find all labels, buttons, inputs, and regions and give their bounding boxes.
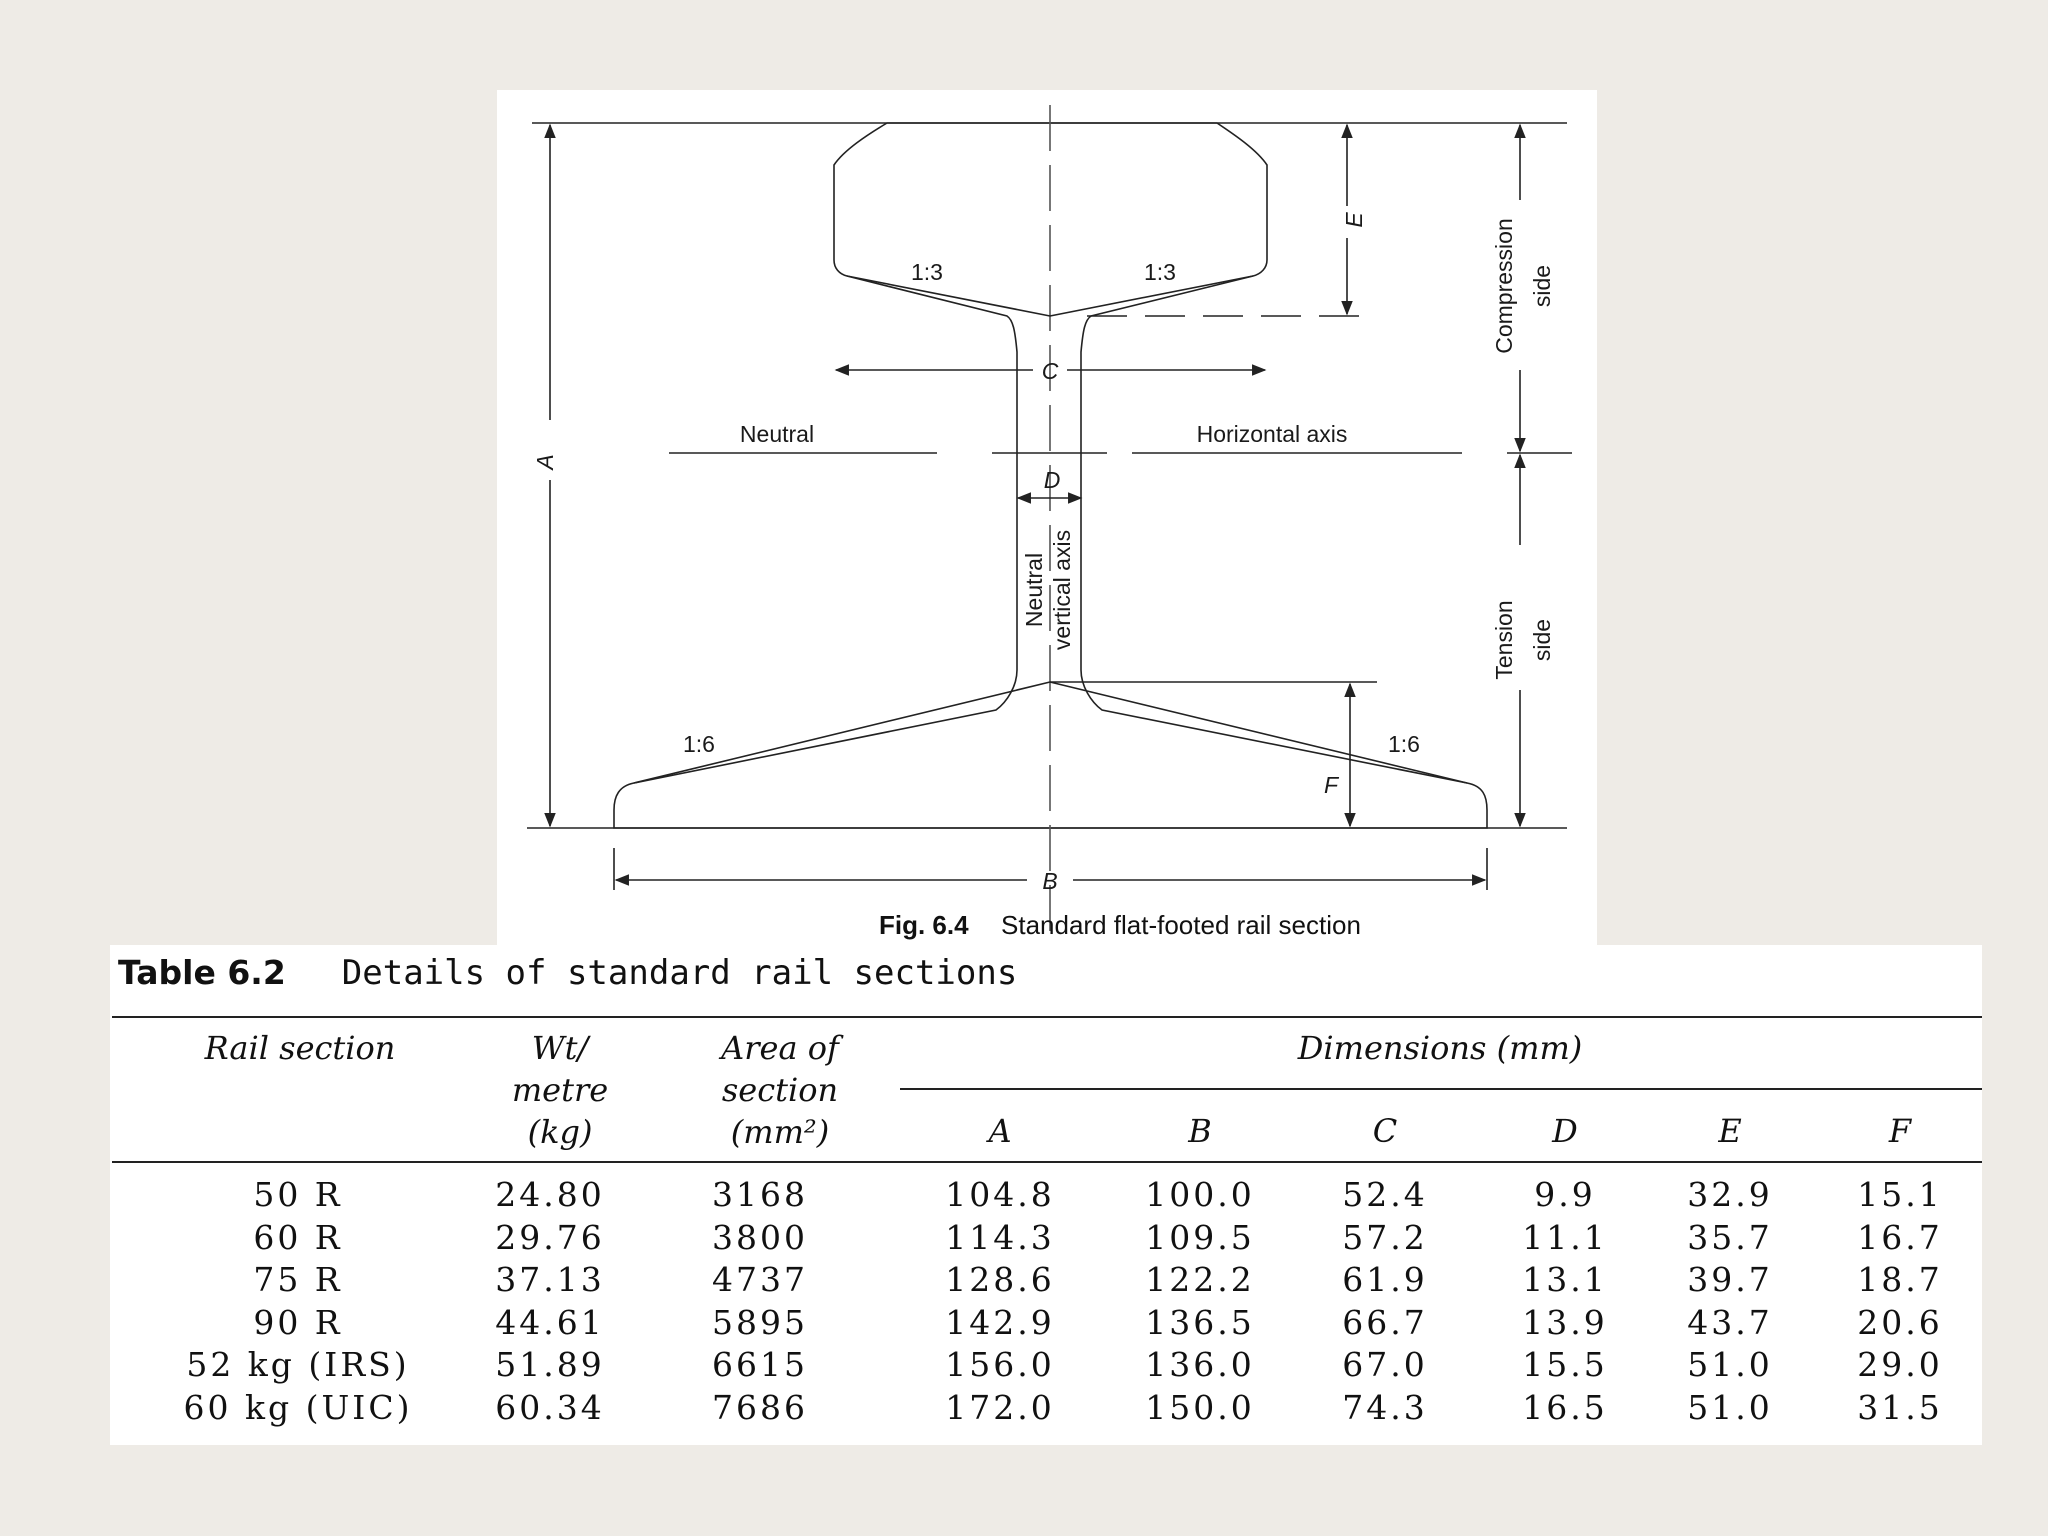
table-cell: 60.34 bbox=[495, 1387, 605, 1427]
header-area-of-section: Area of section (mm²) bbox=[721, 1029, 839, 1151]
table-cell: 18.7 bbox=[1857, 1260, 1943, 1299]
table-cell: 15.5 bbox=[1522, 1345, 1608, 1384]
dimensions-group-rule bbox=[900, 1088, 1982, 1090]
table-cell: 5895 bbox=[712, 1302, 808, 1342]
dim-b-label: B bbox=[1042, 868, 1058, 894]
dim-d-label: D bbox=[1043, 467, 1061, 493]
figure-caption-number: Fig. 6.4 bbox=[879, 910, 969, 940]
table-cell: 3168 bbox=[712, 1175, 808, 1214]
table-cell: 44.61 bbox=[495, 1302, 605, 1342]
table-cell: 35.7 bbox=[1687, 1217, 1773, 1257]
table-cell: 16.7 bbox=[1857, 1217, 1943, 1257]
header-dimension-b: B bbox=[1188, 1112, 1212, 1150]
table-cell: 11.1 bbox=[1522, 1217, 1608, 1257]
table-cell: 122.2 bbox=[1145, 1260, 1255, 1299]
table-cell: 100.0 bbox=[1145, 1175, 1255, 1214]
rail-sections-table bbox=[110, 945, 1982, 1445]
table-cell: 13.1 bbox=[1522, 1260, 1608, 1299]
table-cell: 136.5 bbox=[1145, 1302, 1255, 1342]
table-cell: 20.6 bbox=[1857, 1302, 1943, 1342]
dim-c-label: C bbox=[1041, 358, 1059, 384]
header-dimensions-group: Dimensions (mm) bbox=[1297, 1029, 1583, 1067]
table-row-label: 52 kg (IRS) bbox=[186, 1345, 410, 1384]
table-row-label: 50 R bbox=[253, 1175, 343, 1214]
header-dimension-d: D bbox=[1552, 1112, 1578, 1150]
table-cell: 61.9 bbox=[1342, 1260, 1428, 1299]
table-row-label: 75 R bbox=[253, 1260, 343, 1299]
table-cell: 7686 bbox=[712, 1387, 808, 1427]
table-cell: 15.1 bbox=[1857, 1175, 1943, 1214]
table-cell: 29.0 bbox=[1857, 1345, 1943, 1384]
dim-e-label: E bbox=[1341, 212, 1367, 228]
table-cell: 24.80 bbox=[495, 1175, 605, 1214]
header-dimension-f: F bbox=[1888, 1112, 1912, 1150]
table-cell: 39.7 bbox=[1687, 1260, 1773, 1299]
head-slope-left-guide bbox=[847, 276, 1050, 316]
table-cell: 6615 bbox=[712, 1345, 808, 1384]
figure-caption bbox=[879, 910, 1361, 940]
table-cell: 51.0 bbox=[1687, 1387, 1773, 1427]
rail-section-drawing bbox=[497, 90, 1597, 945]
table-cell: 37.13 bbox=[495, 1260, 605, 1299]
table-cell: 66.7 bbox=[1342, 1302, 1428, 1342]
table-number: Table 6.2 bbox=[118, 953, 286, 992]
table-cell: 32.9 bbox=[1687, 1175, 1773, 1214]
table-cell: 128.6 bbox=[945, 1260, 1055, 1299]
table-cell: 142.9 bbox=[945, 1302, 1055, 1342]
table-header-rule bbox=[112, 1161, 1982, 1163]
head-slope-right-label: 1:3 bbox=[1144, 259, 1176, 285]
head-slope-left-label: 1:3 bbox=[911, 259, 943, 285]
table-cell: 51.0 bbox=[1687, 1345, 1773, 1384]
dim-f-label: F bbox=[1323, 772, 1339, 798]
figure-caption-text: Standard flat-footed rail section bbox=[1001, 910, 1361, 940]
neutral-vertical-axis-label-1: Neutral bbox=[1021, 552, 1047, 628]
table-title bbox=[118, 953, 1017, 993]
table-row-label: 60 kg (UIC) bbox=[183, 1387, 413, 1427]
table-cell: 109.5 bbox=[1145, 1217, 1255, 1257]
table-cell: 16.5 bbox=[1522, 1387, 1608, 1427]
table-cell: 3800 bbox=[712, 1217, 808, 1257]
table-cell: 4737 bbox=[712, 1260, 808, 1299]
table-cell: 57.2 bbox=[1342, 1217, 1428, 1257]
header-dimension-e: E bbox=[1718, 1112, 1742, 1150]
table-cell: 13.9 bbox=[1522, 1302, 1608, 1342]
table-cell: 104.8 bbox=[945, 1175, 1055, 1214]
table-cell: 114.3 bbox=[945, 1217, 1055, 1257]
table-cell: 31.5 bbox=[1857, 1387, 1943, 1427]
table-cell: 51.89 bbox=[495, 1345, 605, 1384]
neutral-vertical-axis-label-2: vertical axis bbox=[1049, 529, 1075, 651]
tension-side-label-2: side bbox=[1529, 618, 1555, 662]
table-cell: 74.3 bbox=[1342, 1387, 1428, 1427]
header-dimension-a: A bbox=[988, 1112, 1012, 1150]
header-dimension-c: C bbox=[1372, 1112, 1398, 1150]
table-cell: 43.7 bbox=[1687, 1302, 1773, 1342]
table-cell: 52.4 bbox=[1342, 1175, 1428, 1214]
table-cell: 136.0 bbox=[1145, 1345, 1255, 1384]
table-top-rule bbox=[112, 1016, 1982, 1018]
table-cell: 29.76 bbox=[495, 1217, 605, 1257]
table-cell: 172.0 bbox=[945, 1387, 1055, 1427]
table-title-text: Details of standard rail sections bbox=[341, 953, 1018, 993]
foot-slope-left-label: 1:6 bbox=[683, 731, 715, 757]
tension-side-label-1: Tension bbox=[1491, 600, 1517, 680]
table-row-label: 60 R bbox=[253, 1217, 343, 1257]
header-wt-per-metre: Wt/ metre (kg) bbox=[511, 1029, 609, 1151]
dim-a-label: A bbox=[532, 454, 558, 470]
header-rail-section: Rail section bbox=[204, 1029, 396, 1067]
table-row-label: 90 R bbox=[253, 1302, 343, 1342]
table-cell: 67.0 bbox=[1342, 1345, 1428, 1384]
table-cell: 9.9 bbox=[1534, 1175, 1596, 1214]
table-cell: 156.0 bbox=[945, 1345, 1055, 1384]
foot-slope-right-label: 1:6 bbox=[1388, 731, 1420, 757]
compression-side-label-1: Compression bbox=[1491, 218, 1517, 354]
rail-section-figure bbox=[497, 90, 1597, 945]
horizontal-axis-label: Horizontal axis bbox=[1196, 421, 1348, 447]
table-cell: 150.0 bbox=[1145, 1387, 1255, 1427]
compression-side-label-2: side bbox=[1529, 264, 1555, 308]
neutral-label: Neutral bbox=[739, 421, 815, 447]
